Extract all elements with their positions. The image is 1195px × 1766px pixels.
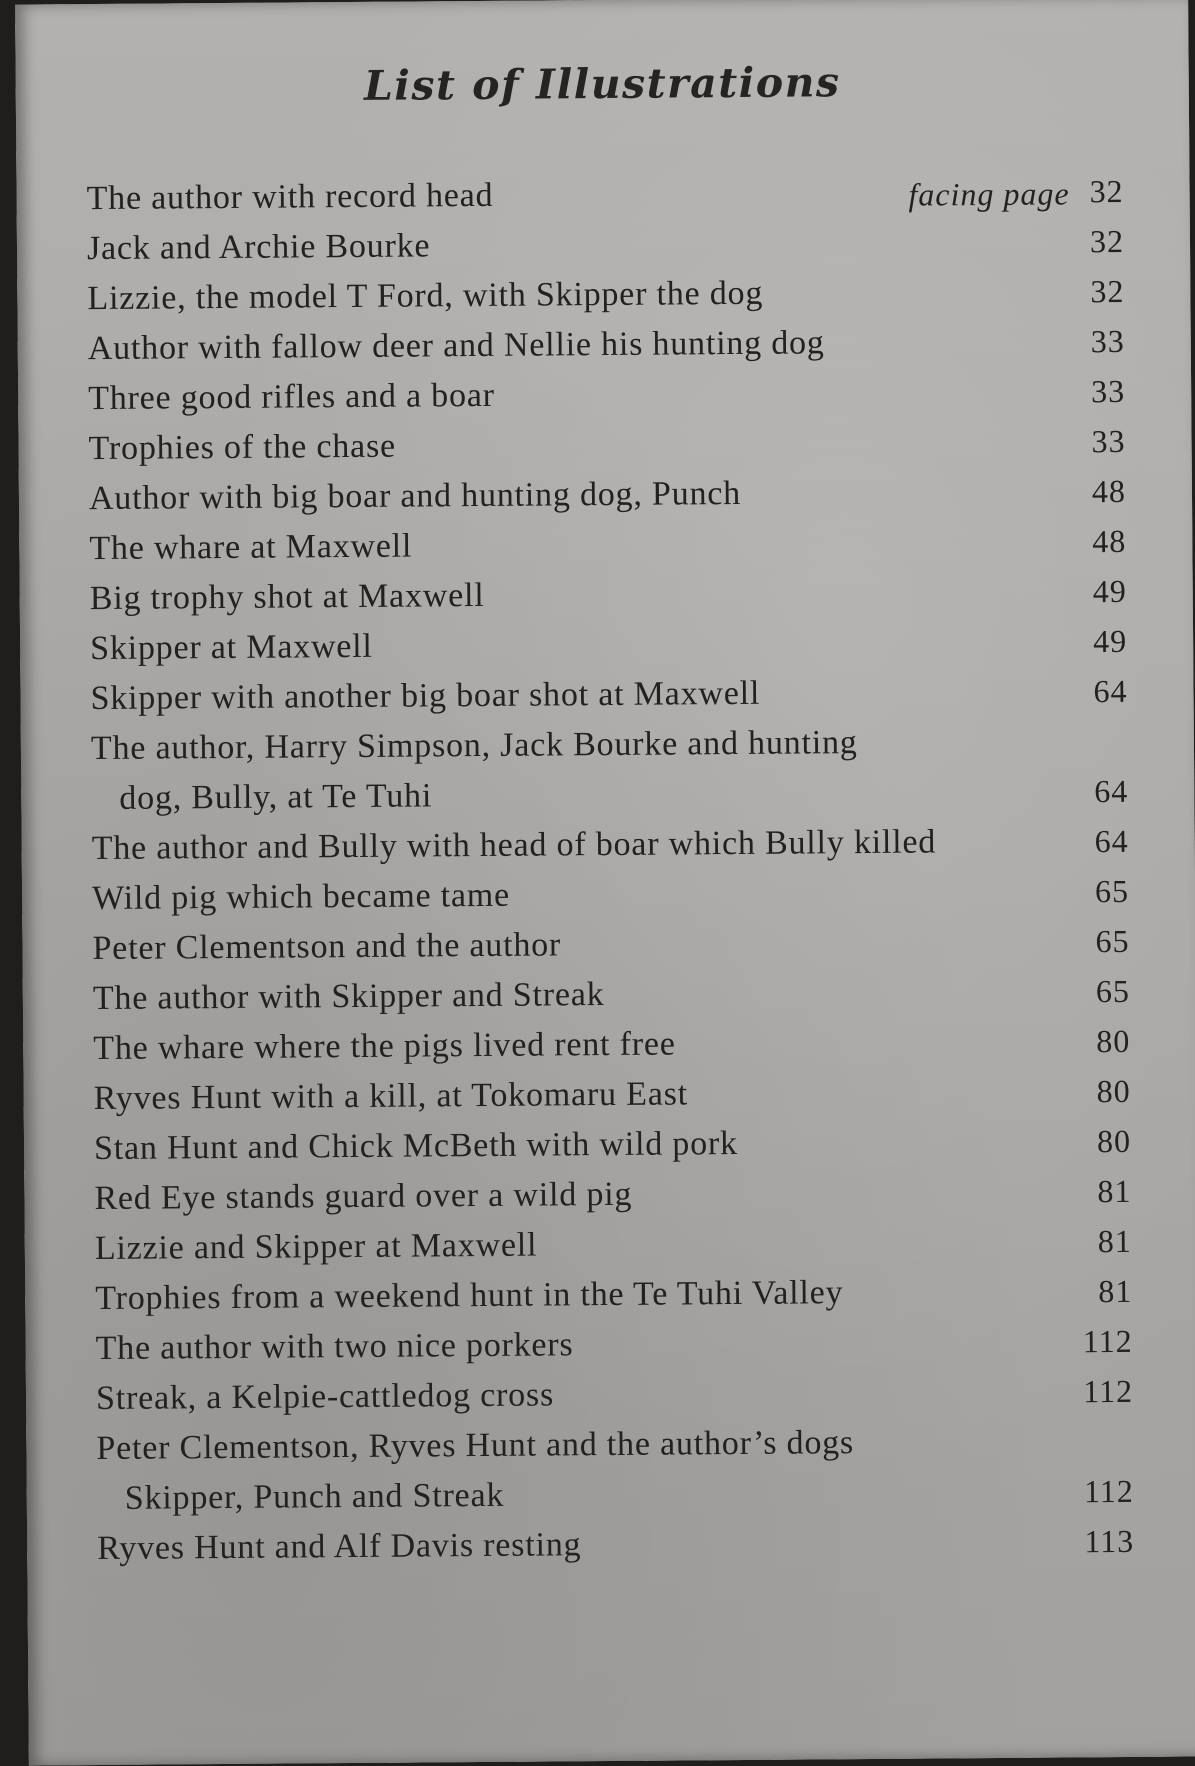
page-number: 112 xyxy=(1082,1322,1133,1360)
caption: Ryves Hunt with a kill, at Tokomaru East xyxy=(93,1075,689,1118)
list-item xyxy=(95,1316,1150,1374)
caption: Skipper at Maxwell xyxy=(90,627,373,668)
caption: The author with record head xyxy=(86,176,494,218)
page-number: 81 xyxy=(1098,1272,1133,1310)
page-number: 80 xyxy=(1096,1072,1131,1110)
page-number: 81 xyxy=(1097,1222,1132,1260)
caption: Stan Hunt and Chick McBeth with wild pork xyxy=(93,1124,739,1168)
page-number: 32 xyxy=(1090,272,1125,310)
list-item xyxy=(90,616,1145,674)
caption-line-2: dog, Bully, at Te Tuhi xyxy=(119,777,433,817)
caption: Jack and Archie Bourke xyxy=(86,227,431,268)
page-number: 64 xyxy=(1094,822,1129,860)
page-number: 48 xyxy=(1091,472,1127,510)
page-number: 49 xyxy=(1092,572,1127,610)
caption xyxy=(96,1417,1042,1524)
facing-page-label: facing page xyxy=(908,175,1070,213)
caption: The author with Skipper and Streak xyxy=(92,976,605,1018)
list-item xyxy=(89,516,1144,574)
list-item xyxy=(90,566,1145,624)
list-item xyxy=(88,366,1143,424)
list-item xyxy=(93,1016,1148,1074)
page-number: 64 xyxy=(1094,772,1129,810)
caption: Author with fallow deer and Nellie his hunting dog xyxy=(87,324,825,368)
caption: Streak, a Kelpie-cattledog cross xyxy=(95,1376,555,1418)
list-item xyxy=(92,816,1147,874)
list-item xyxy=(90,666,1145,724)
page-title: List of Illustrations xyxy=(363,58,841,110)
book-page xyxy=(15,0,1195,1766)
caption: The author and Bully with head of boar which Bully killed xyxy=(91,823,937,868)
caption-line-1: The author, Harry Simpson, Jack Bourke and hunting xyxy=(90,724,858,768)
illustrations-list xyxy=(86,166,1152,1574)
caption: Big trophy shot at Maxwell xyxy=(89,576,485,618)
caption: The author with two nice porkers xyxy=(95,1326,574,1368)
caption: The whare where the pigs lived rent free xyxy=(93,1025,676,1068)
list-item xyxy=(87,216,1142,274)
list-item xyxy=(97,1516,1152,1574)
list-item xyxy=(93,966,1148,1024)
caption: Lizzie and Skipper at Maxwell xyxy=(94,1226,538,1268)
page-number: 32 xyxy=(1089,172,1124,210)
page-number: 80 xyxy=(1096,1122,1132,1160)
caption: Red Eye stands guard over a wild pig xyxy=(94,1175,633,1218)
caption: Trophies of the chase xyxy=(88,427,397,468)
list-item xyxy=(88,416,1143,474)
page-number: 113 xyxy=(1084,1522,1135,1560)
list-item xyxy=(92,866,1147,924)
page-number: 49 xyxy=(1092,622,1128,660)
caption: Wild pig which became tame xyxy=(91,876,511,918)
page-number: 32 xyxy=(1089,222,1125,260)
caption: The whare at Maxwell xyxy=(89,527,413,568)
page-number: 65 xyxy=(1094,872,1130,910)
caption: Author with big boar and hunting dog, Punch xyxy=(88,474,742,518)
caption: Lizzie, the model T Ford, with Skipper the dog xyxy=(87,274,764,318)
page-number: 33 xyxy=(1090,322,1125,360)
list-item xyxy=(92,916,1147,974)
page-number: 33 xyxy=(1091,422,1126,460)
caption: Peter Clementson and the author xyxy=(92,926,562,968)
list-item xyxy=(96,1416,1152,1524)
list-item xyxy=(88,316,1143,374)
caption: Skipper with another big boar shot at Maxwell xyxy=(90,674,761,718)
caption: Ryves Hunt and Alf Davis resting xyxy=(97,1526,582,1568)
list-item xyxy=(86,166,1141,224)
list-item xyxy=(91,716,1147,824)
list-item xyxy=(95,1266,1150,1324)
list-item xyxy=(95,1216,1150,1274)
page-number: 48 xyxy=(1092,522,1127,560)
page-number: 80 xyxy=(1096,1022,1131,1060)
page-number: 65 xyxy=(1095,922,1130,960)
list-item xyxy=(94,1066,1149,1124)
caption: Three good rifles and a boar xyxy=(88,376,495,418)
page-number: 112 xyxy=(1083,1472,1134,1510)
page-number: 112 xyxy=(1083,1372,1134,1410)
page-number: 33 xyxy=(1091,372,1126,410)
caption: Trophies from a weekend hunt in the Te Tuhi Valley xyxy=(95,1274,844,1318)
list-item xyxy=(96,1366,1151,1424)
list-item xyxy=(87,266,1142,324)
caption-line-2: Skipper, Punch and Streak xyxy=(124,1476,505,1517)
page-number: 65 xyxy=(1095,972,1131,1010)
page-number: 81 xyxy=(1097,1172,1132,1210)
caption xyxy=(91,717,1037,824)
list-item xyxy=(89,466,1144,524)
caption-line-1: Peter Clementson, Ryves Hunt and the author’s dogs xyxy=(96,1424,855,1468)
list-item xyxy=(94,1116,1149,1174)
page-number: 64 xyxy=(1093,672,1128,710)
list-item xyxy=(94,1166,1149,1224)
